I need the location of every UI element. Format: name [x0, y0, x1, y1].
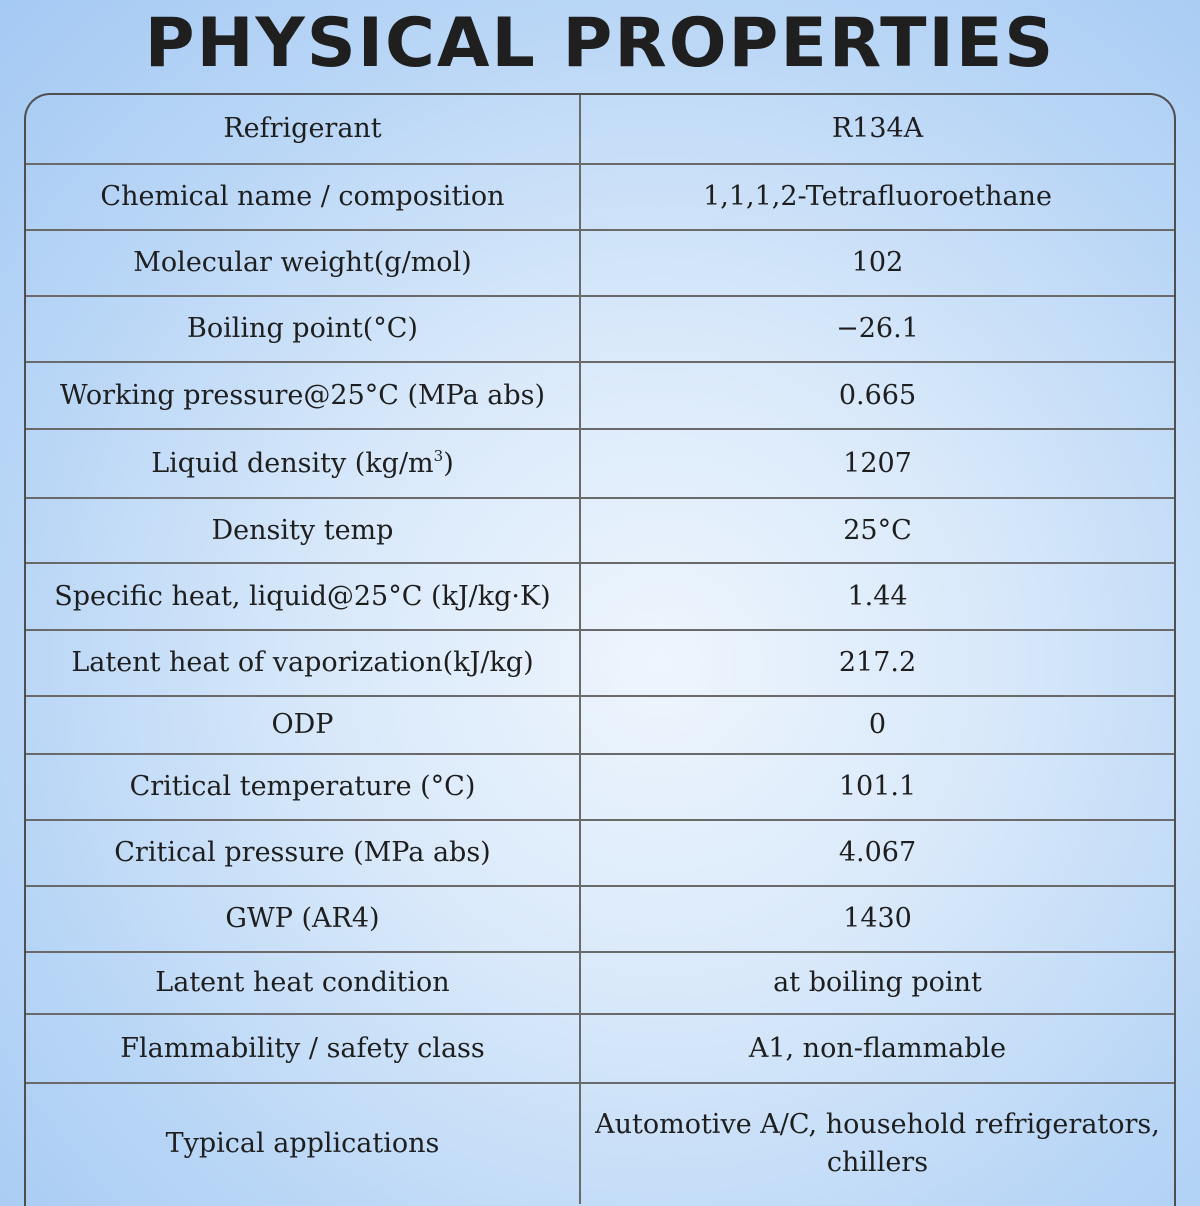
property-label [26, 429, 580, 498]
property-label: GWP (AR4) [26, 886, 580, 952]
table-row [26, 563, 1174, 630]
property-label: Critical temperature (°C) [26, 754, 580, 820]
property-value: −26.1 [580, 296, 1174, 362]
table-row [26, 429, 1174, 498]
property-label: Latent heat of vaporization(kJ/kg) [26, 630, 580, 696]
property-label: Chemical name / composition [26, 164, 580, 230]
property-label-suffix: ) [443, 447, 454, 479]
table-row [26, 952, 1174, 1014]
property-value: 25°C [580, 498, 1174, 563]
table-row [26, 230, 1174, 296]
property-value: 1.44 [580, 563, 1174, 630]
property-value: 1207 [580, 429, 1174, 498]
property-label: Typical applications [26, 1083, 580, 1204]
table-row [26, 886, 1174, 952]
table-row [26, 498, 1174, 563]
property-label-text: Liquid density (kg/m [151, 447, 434, 479]
property-value: Automotive A/C, household refrigerators, chillers [595, 1109, 1160, 1178]
table-row [26, 362, 1174, 429]
property-label: Boiling point(°C) [26, 296, 580, 362]
property-value: 1,1,1,2-Tetrafluoroethane [580, 164, 1174, 230]
table-row [26, 630, 1174, 696]
table-row [26, 754, 1174, 820]
property-label: Critical pressure (MPa abs) [26, 820, 580, 886]
table-row [26, 1083, 1174, 1204]
property-value: R134A [580, 95, 1174, 164]
property-label: Working pressure@25°C (MPa abs) [26, 362, 580, 429]
property-value: 0 [580, 696, 1174, 754]
property-value: 217.2 [580, 630, 1174, 696]
page-title: PHYSICAL PROPERTIES [144, 4, 1056, 83]
table-row [26, 296, 1174, 362]
property-label: Molecular weight(g/mol) [26, 230, 580, 296]
property-value: 102 [580, 230, 1174, 296]
superscript-exponent: 3 [433, 446, 444, 465]
property-label: Flammability / safety class [26, 1014, 580, 1083]
property-label: Refrigerant [26, 95, 580, 164]
property-label: Density temp [26, 498, 580, 563]
property-value: 101.1 [580, 754, 1174, 820]
property-label: Latent heat condition [26, 952, 580, 1014]
property-label: Specific heat, liquid@25°C (kJ/kg·K) [26, 563, 580, 630]
table-row [26, 820, 1174, 886]
table-row [26, 95, 1174, 164]
property-value: at boiling point [580, 952, 1174, 1014]
table-row [26, 164, 1174, 230]
property-value: 4.067 [580, 820, 1174, 886]
properties-table [24, 93, 1176, 1206]
table-row [26, 1014, 1174, 1083]
property-value: A1, non-flammable [580, 1014, 1174, 1083]
table-row [26, 696, 1174, 754]
property-value: 1430 [580, 886, 1174, 952]
property-value: 0.665 [580, 362, 1174, 429]
property-label: ODP [26, 696, 580, 754]
